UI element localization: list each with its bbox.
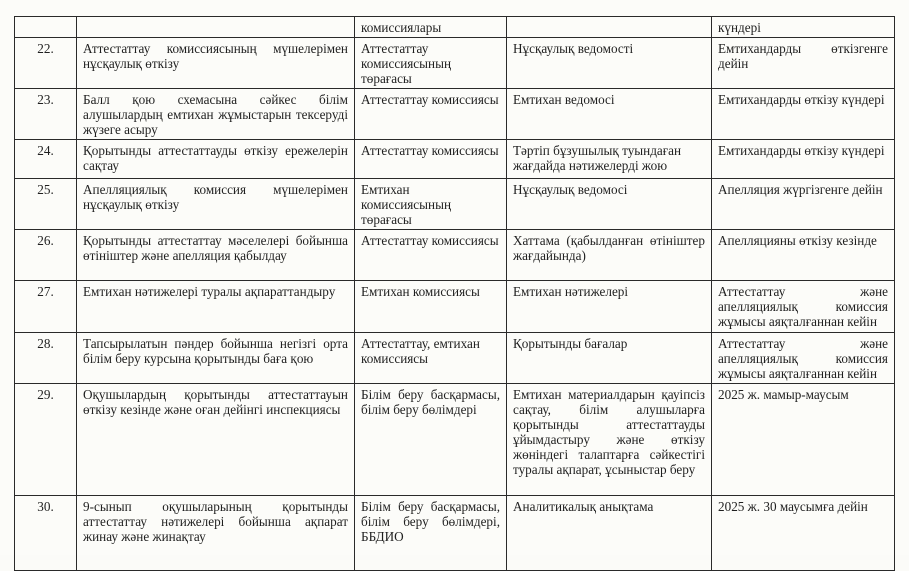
cell-form: Тәртіп бұзушылық туындаған жағдайда нәтижелерді жою bbox=[507, 140, 712, 179]
table-row bbox=[15, 333, 895, 384]
cell-num: 27. bbox=[15, 281, 77, 333]
cell-event: 9-сынып оқушыларының қорытынды аттестаттау нәтижелері бойынша ақпарат жинау және жинақтау bbox=[77, 496, 355, 571]
cell-num: 22. bbox=[15, 38, 77, 89]
cell-responsible: Емтихан комиссиясының төрағасы bbox=[355, 179, 507, 230]
cell-event: Оқушылардың қорытынды аттестаттауын өткізу кезінде және оған дейінгі инспекциясы bbox=[77, 384, 355, 496]
table-row-continuation bbox=[15, 17, 895, 38]
plan-table bbox=[14, 16, 895, 571]
cell-num: 29. bbox=[15, 384, 77, 496]
cell-form: Емтихан материалдарын қауіпсіз сақтау, білім алушыларға қорытынды аттестаттауды ұйымдастыру және өткізу жөніндегі талаптарға сәйкестігі туралы ақпарат, ұсыныстар беру bbox=[507, 384, 712, 496]
cell-responsible: Аттестаттау комиссиясының төрағасы bbox=[355, 38, 507, 89]
cell-responsible: Білім беру басқармасы, білім беру бөлімдері, ББДИО bbox=[355, 496, 507, 571]
cell-num: 25. bbox=[15, 179, 77, 230]
cell-num: 30. bbox=[15, 496, 77, 571]
cell-responsible: Аттестаттау комиссиясы bbox=[355, 140, 507, 179]
cell-event: Аттестаттау комиссиясының мүшелерімен нұсқаулық өткізу bbox=[77, 38, 355, 89]
cell-event: Қорытынды аттестаттауды өткізу ережелерін сақтау bbox=[77, 140, 355, 179]
table-row bbox=[15, 496, 895, 571]
cell-num bbox=[15, 17, 77, 38]
cell-deadline: Аттестаттау және апелляциялық комиссия жұмысы аяқталғаннан кейін bbox=[712, 333, 895, 384]
cell-event: Апелляциялық комиссия мүшелерімен нұсқаулық өткізу bbox=[77, 179, 355, 230]
table-row bbox=[15, 384, 895, 496]
cell-responsible: комиссиялары bbox=[355, 17, 507, 38]
cell-form bbox=[507, 17, 712, 38]
cell-responsible: Аттестаттау комиссиясы bbox=[355, 230, 507, 281]
cell-event bbox=[77, 17, 355, 38]
table-row bbox=[15, 230, 895, 281]
cell-deadline: Емтихандарды өткізу күндері bbox=[712, 89, 895, 140]
cell-responsible: Аттестаттау комиссиясы bbox=[355, 89, 507, 140]
cell-form: Емтихан нәтижелері bbox=[507, 281, 712, 333]
cell-responsible: Білім беру басқармасы, білім беру бөлімдері bbox=[355, 384, 507, 496]
cell-responsible: Аттестаттау, емтихан комиссиясы bbox=[355, 333, 507, 384]
table-row bbox=[15, 179, 895, 230]
table-row bbox=[15, 38, 895, 89]
cell-form: Аналитикалық анықтама bbox=[507, 496, 712, 571]
cell-num: 24. bbox=[15, 140, 77, 179]
cell-form: Емтихан ведомосі bbox=[507, 89, 712, 140]
cell-deadline: Апелляцияны өткізу кезінде bbox=[712, 230, 895, 281]
table-row bbox=[15, 89, 895, 140]
cell-deadline: 2025 ж. мамыр-маусым bbox=[712, 384, 895, 496]
cell-deadline: Апелляция жүргізгенге дейін bbox=[712, 179, 895, 230]
cell-deadline: күндері bbox=[712, 17, 895, 38]
table-row bbox=[15, 140, 895, 179]
cell-deadline: Емтихандарды өткізу күндері bbox=[712, 140, 895, 179]
cell-form: Хаттама (қабылданған өтініштер жағдайында) bbox=[507, 230, 712, 281]
cell-form: Нұсқаулық ведомосі bbox=[507, 179, 712, 230]
table-row bbox=[15, 281, 895, 333]
cell-deadline: 2025 ж. 30 маусымға дейін bbox=[712, 496, 895, 571]
cell-form: Нұсқаулық ведомості bbox=[507, 38, 712, 89]
cell-deadline: Аттестаттау және апелляциялық комиссия жұмысы аяқталғаннан кейін bbox=[712, 281, 895, 333]
cell-form: Қорытынды бағалар bbox=[507, 333, 712, 384]
cell-event: Балл қою схемасына сәйкес білім алушылардың емтихан жұмыстарын тексеруді жүзеге асыру bbox=[77, 89, 355, 140]
cell-num: 26. bbox=[15, 230, 77, 281]
cell-responsible: Емтихан комиссиясы bbox=[355, 281, 507, 333]
cell-event: Емтихан нәтижелері туралы ақпараттандыру bbox=[77, 281, 355, 333]
cell-event: Қорытынды аттестаттау мәселелері бойынша өтініштер және апелляция қабылдау bbox=[77, 230, 355, 281]
cell-deadline: Емтихандарды өткізгенге дейін bbox=[712, 38, 895, 89]
cell-event: Тапсырылатын пәндер бойынша негізгі орта білім беру курсына қорытынды баға қою bbox=[77, 333, 355, 384]
cell-num: 23. bbox=[15, 89, 77, 140]
cell-num: 28. bbox=[15, 333, 77, 384]
